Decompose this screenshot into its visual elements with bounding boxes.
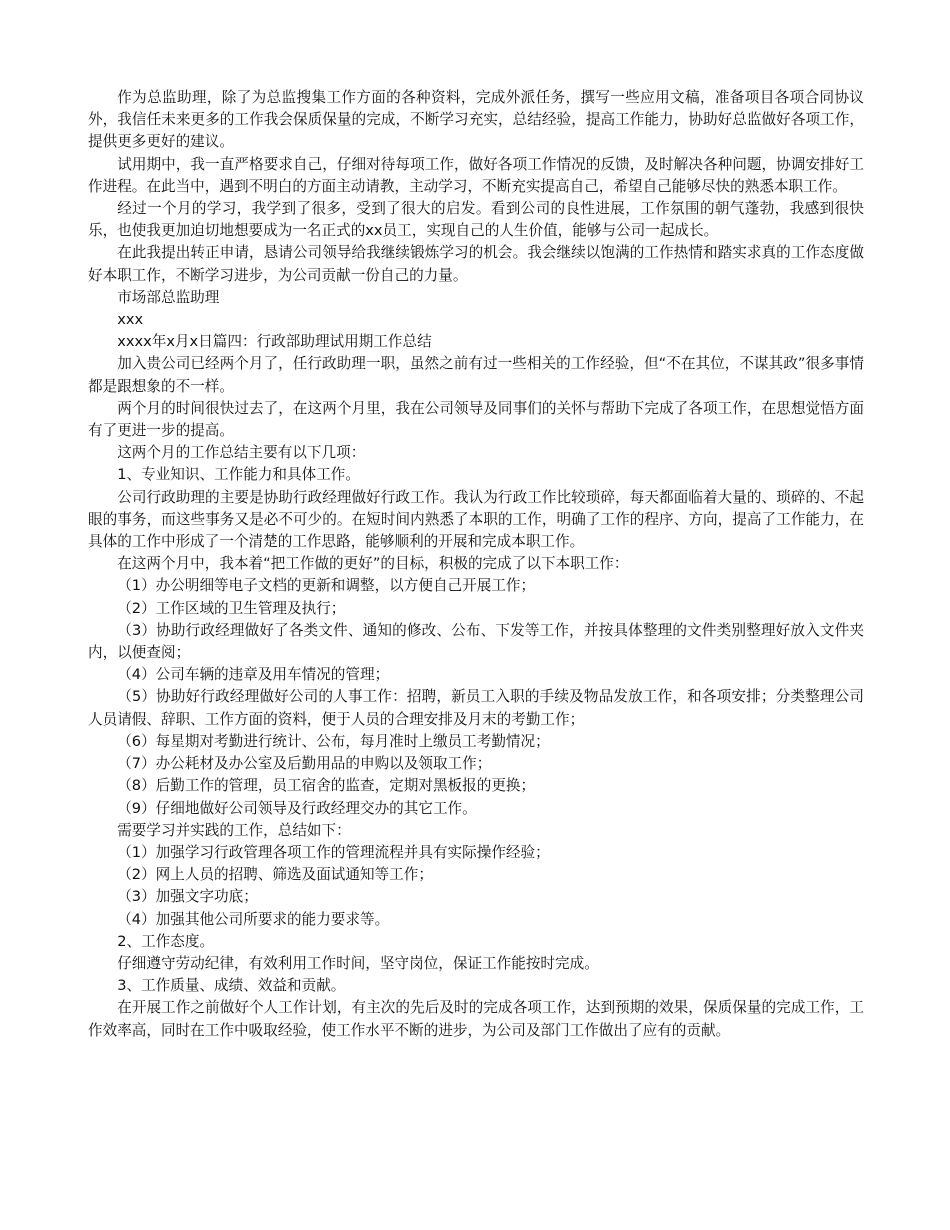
subheading-3: 3、工作质量、成绩、效益和贡献。 <box>117 977 346 995</box>
list-item-1: （1）办公明细等电子文档的更新和调整，以方便自己开展工作； <box>117 577 536 595</box>
signature-department: 市场部总监助理 <box>117 288 220 306</box>
paragraph-6: 两个月的时间很快过去了，在这两个月里，我在公司领导及同事们的关怀与帮助下完成了各项工作，在思想觉悟方面有了更进一步的提高。 <box>88 399 864 440</box>
paragraph-3: 经过一个月的学习，我学到了很多，受到了很大的启发。看到公司的良性进展，工作氛围的朝气蓬勃，我感到很快乐，也使我更加迫切地想要成为一名正式的xx员工，实现自己的人生价值，能够与公司一起成长。 <box>88 200 864 240</box>
paragraph-11: 仔细遵守劳动纪律，有效利用工作时间，坚守岗位，保证工作能按时完成。 <box>117 954 599 972</box>
list-item-2: （2）工作区域的卫生管理及执行； <box>117 599 346 617</box>
paragraph-7: 这两个月的工作总结主要有以下几项： <box>117 444 366 462</box>
study-item-1: （1）加强学习行政管理各项工作的管理流程并具有实际操作经验； <box>117 843 550 861</box>
list-item-5: （5）协助好行政经理做好公司的人事工作：招聘，新员工入职的手续及物品发放工作，和各项安排；分类整理公司人员请假、辞职、工作方面的资料，便于人员的合理安排及月末的考勤工作； <box>88 688 864 728</box>
paragraph-2: 试用期中，我一直严格要求自己，仔细对待每项工作，做好各项工作情况的反馈，及时解决各种问题，协调安排好工作进程。在此当中，遇到不明白的方面主动请教，主动学习，不断充实提高自己，希望自己能够尽快的熟悉本职工作。 <box>88 155 864 195</box>
list-item-3: （3）协助行政经理做好了各类文件、通知的修改、公布、下发等工作，并按具体整理的文件类别整理好放入文件夹内，以便查阅； <box>88 621 864 662</box>
paragraph-5: 加入贵公司已经两个月了，任行政助理一职，虽然之前有过一些相关的工作经验，但“不在其位，不谋其政”很多事情都是跟想象的不一样。 <box>88 355 864 395</box>
section-heading: xxxx年x月x日篇四：行政部助理试用期工作总结 <box>117 333 432 351</box>
signature-name: xxx <box>117 311 144 329</box>
study-item-2: （2）网上人员的招聘、筛选及面试通知等工作； <box>117 866 433 884</box>
paragraph-1: 作为总监助理，除了为总监搜集工作方面的各种资料，完成外派任务，撰写一些应用文稿，准备项目各项合同协议外，我信任未来更多的工作我会保质保量的完成，不断学习充实，总结经验，提高工作能力，协助好总监做好各项工作，提供更多更好的建议。 <box>88 89 864 151</box>
study-item-3: （3）加强文字功底； <box>117 888 258 906</box>
list-item-6: （6）每星期对考勤进行统计、公布，每月准时上缴员工考勤情况； <box>117 732 550 750</box>
list-item-7: （7）办公耗材及办公室及后勤用品的申购以及领取工作； <box>117 755 492 773</box>
paragraph-10: 需要学习并实践的工作，总结如下： <box>117 821 351 839</box>
paragraph-9: 在这两个月中，我本着“把工作做的更好”的目标，积极的完成了以下本职工作： <box>117 555 629 573</box>
paragraph-8: 公司行政助理的主要是协助行政经理做好行政工作。我认为行政工作比较琐碎，每天都面临着大量的、琐碎的、不起眼的事务，而这些事务又是必不可少的。在短时间内熟悉了本职的工作，明确了工作的程序、方向，提高了工作能力，在具体的工作中形成了一个清楚的工作思路，能够顺利的开展和完成本职工作。 <box>88 488 864 551</box>
subheading-1: 1、专业知识、工作能力和具体工作。 <box>117 466 360 484</box>
paragraph-12: 在开展工作之前做好个人工作计划，有主次的先后及时的完成各项工作，达到预期的效果，保质保量的完成工作，工作效率高，同时在工作中吸取经验，使工作水平不断的进步，为公司及部门工作做出了应有的贡献。 <box>88 999 864 1039</box>
subheading-2: 2、工作态度。 <box>117 932 215 950</box>
study-item-4: （4）加强其他公司所要求的能力要求等。 <box>117 910 390 928</box>
document-body <box>88 87 864 1042</box>
paragraph-4: 在此我提出转正申请，恳请公司领导给我继续锻炼学习的机会。我会继续以饱满的工作热情和踏实求真的工作态度做好本职工作，不断学习进步，为公司贡献一份自己的力量。 <box>88 244 864 284</box>
list-item-9: （9）仔细地做好公司领导及行政经理交办的其它工作。 <box>117 799 477 817</box>
list-item-8: （8）后勤工作的管理，员工宿舍的监查，定期对黑板报的更换； <box>117 777 536 795</box>
list-item-4: （4）公司车辆的违章及用车情况的管理； <box>117 666 390 684</box>
